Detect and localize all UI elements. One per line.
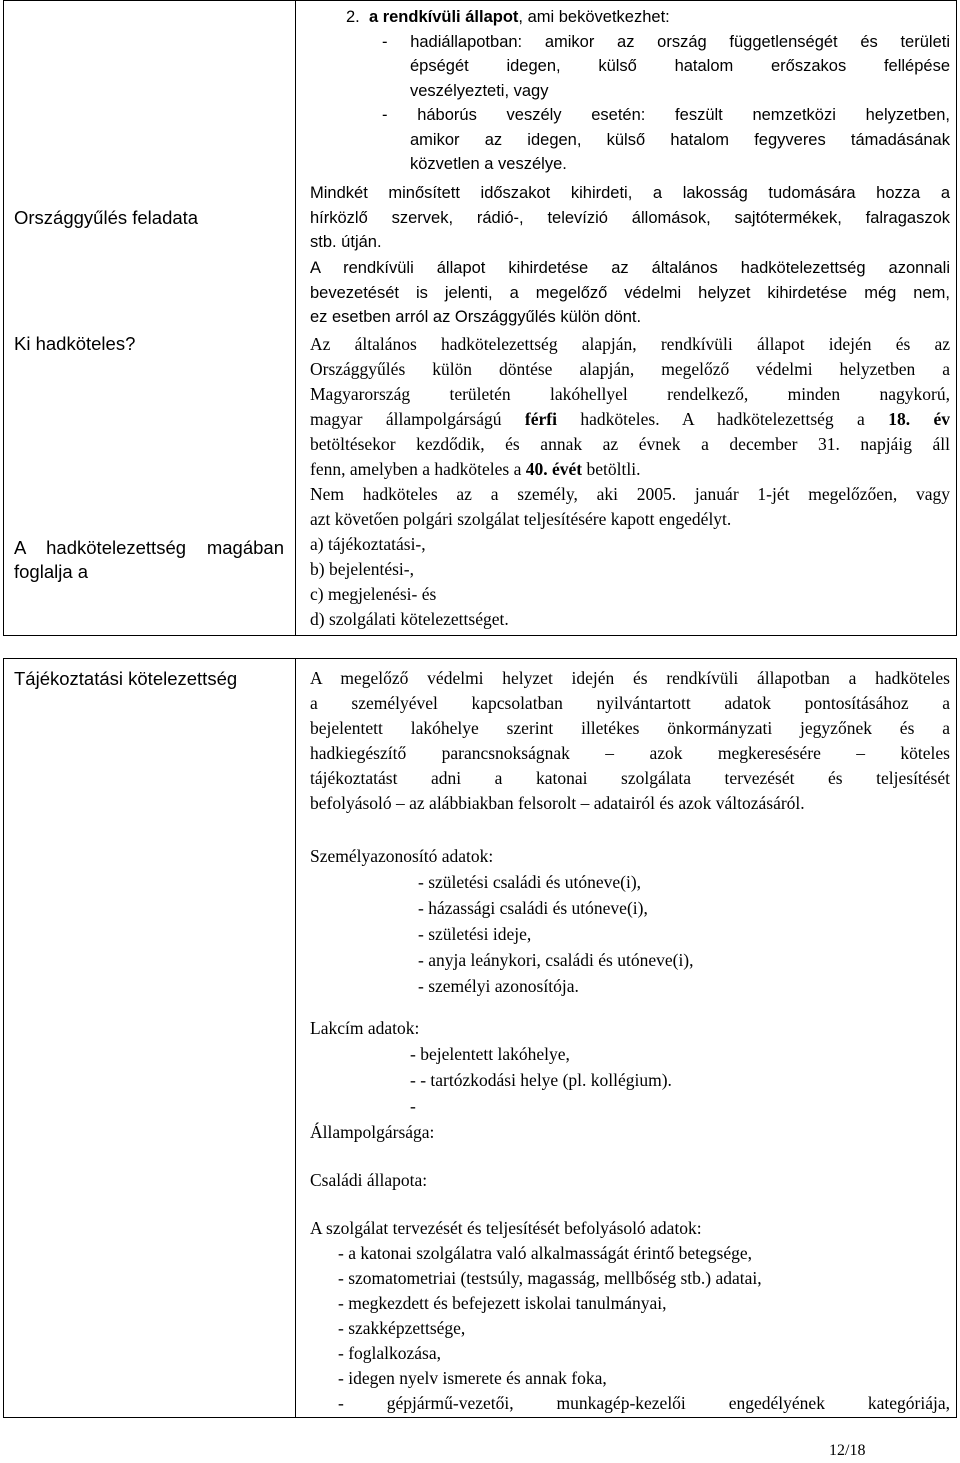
text-line: Országgyűlés külön döntése alapján, megelőző védelmi helyzetben a bbox=[310, 359, 950, 379]
text-line: bevezetését is jelenti, a megelőző védelmi helyzet kihirdetése még nem, bbox=[310, 283, 950, 302]
page-number: 12/18 bbox=[829, 1442, 866, 1459]
personal-id-section bbox=[310, 843, 950, 999]
table-obligations bbox=[3, 0, 957, 636]
list-item: c) megjelenési- és bbox=[310, 584, 437, 604]
column-divider bbox=[295, 1, 296, 635]
list-item: - bbox=[410, 1096, 416, 1116]
section-heading: A szolgálat tervezését és teljesítését befolyásoló adatok: bbox=[310, 1218, 702, 1238]
label-information-duty: Tájékoztatási kötelezettség bbox=[14, 668, 238, 689]
table-information-duty bbox=[3, 658, 957, 1418]
text-line: a személyével kapcsolatban nyilvántartott adatok pontosításához a bbox=[310, 693, 950, 713]
text-line: befolyásoló – az alábbiakban felsorolt – adatairól és azok változásáról. bbox=[310, 793, 805, 813]
list-item: - idegen nyelv ismerete és annak foka, bbox=[338, 1368, 607, 1388]
emergency-line: közvetlen a veszélye. bbox=[410, 155, 567, 173]
section-heading: Lakcím adatok: bbox=[310, 1018, 420, 1038]
emergency-state-block bbox=[310, 5, 950, 177]
label-parliament-task: Országgyűlés feladata bbox=[14, 207, 199, 228]
service-data-section bbox=[310, 1216, 950, 1416]
service-data-list bbox=[310, 1241, 950, 1391]
list-item: - szakképzettsége, bbox=[338, 1318, 466, 1338]
emergency-line: veszélyezteti, vagy bbox=[410, 81, 549, 100]
label-includes bbox=[14, 536, 284, 584]
list-item: - születési ideje, bbox=[418, 924, 532, 944]
list-item: - megkezdett és befejezett iskolai tanulmányai, bbox=[338, 1293, 667, 1313]
text-line: Mindkét minősített időszakot kihirdeti, a lakosság tudomására hozza a bbox=[310, 184, 950, 202]
emergency-line: - hadiállapotban: amikor az ország függetlenségét és területi bbox=[382, 32, 950, 51]
text-line: magyar állampolgárságú férfi hadköteles. A hadkötelezettség a 18. év bbox=[310, 409, 950, 429]
emergency-line: épségét idegen, külső hatalom erőszakos fellépése bbox=[410, 57, 950, 75]
text-line: hírközlő szervek, rádió-, televízió állomások, sajtótermékek, falragaszok bbox=[310, 208, 950, 227]
text-line: bejelentett lakóhelye szerint illetékes önkormányzati jegyzőnek és a bbox=[310, 718, 950, 738]
list-item: - gépjármű-vezetői, munkagép-kezelői engedélyének kategóriája, bbox=[338, 1393, 950, 1413]
list-item: - születési családi és utóneve(i), bbox=[418, 872, 642, 892]
emergency-line: - háborús veszély esetén: feszült nemzetközi helyzetben, bbox=[382, 106, 950, 124]
text-line: Nem hadköteles az a személy, aki 2005. január 1-jét megelőzően, vagy bbox=[310, 484, 950, 504]
list-item: - szomatometriai (testsúly, magasság, mellbőség stb.) adatai, bbox=[338, 1268, 762, 1288]
section-heading: Állampolgársága: bbox=[310, 1122, 435, 1142]
list-item: - a katonai szolgálatra való alkalmasságát érintő betegsége, bbox=[338, 1243, 752, 1263]
emergency-state-heading: 2. a rendkívüli állapot, ami bekövetkezhet: bbox=[346, 8, 670, 26]
list-item: a) tájékoztatási-, bbox=[310, 534, 426, 554]
announcement-paragraph bbox=[310, 181, 950, 255]
list-item: - anyja leánykori, családi és utóneve(i), bbox=[418, 950, 694, 970]
list-item: - - tartózkodási helye (pl. kollégium). bbox=[410, 1070, 672, 1090]
marital-status-heading bbox=[310, 1167, 950, 1193]
text-line: tájékoztatást adni a katonai szolgálata tervezését és teljesítését bbox=[310, 768, 950, 788]
text-line: azt követően polgári szolgálat teljesítésére kapott engedélyt. bbox=[310, 509, 732, 529]
text-line: fenn, amelyben a hadköteles a 40. évét betöltli. bbox=[310, 459, 641, 479]
text-line: A rendkívüli állapot kihirdetése az általános hadkötelezettség azonnali bbox=[310, 259, 950, 277]
conscription-paragraph bbox=[310, 256, 950, 330]
section-heading: Családi állapota: bbox=[310, 1170, 428, 1190]
section-heading: Személyazonosító adatok: bbox=[310, 846, 494, 866]
list-item: b) bejelentési-, bbox=[310, 559, 414, 579]
text-line: A megelőző védelmi helyzet idején és rendkívüli állapotban a hadköteles bbox=[310, 668, 950, 688]
text-line: Magyarország területén lakóhellyel rendelkező, minden nagykorú, bbox=[310, 384, 950, 404]
list-item: - bejelentett lakóhelye, bbox=[410, 1044, 570, 1064]
emergency-line: amikor az idegen, külső hatalom fegyveres támadásának bbox=[410, 130, 950, 149]
address-list bbox=[310, 1041, 950, 1119]
information-paragraph bbox=[310, 666, 950, 816]
text-line: stb. útján. bbox=[310, 233, 382, 251]
list-item: - személyi azonosítója. bbox=[418, 976, 579, 996]
text-line: Az általános hadkötelezettség alapján, rendkívüli állapot idején és az bbox=[310, 334, 950, 354]
list-item: d) szolgálati kötelezettséget. bbox=[310, 609, 509, 629]
label-includes-line1: A hadkötelezettség magában bbox=[14, 537, 284, 558]
text-line: ez esetben arról az Országgyűlés külön dönt. bbox=[310, 308, 642, 326]
label-who-liable: Ki hadköteles? bbox=[14, 333, 136, 354]
column-divider bbox=[295, 659, 296, 1417]
personal-id-list bbox=[310, 869, 950, 999]
label-includes-line2: foglalja a bbox=[14, 561, 89, 582]
list-item: - foglalkozása, bbox=[338, 1343, 442, 1363]
liability-paragraph bbox=[310, 332, 950, 632]
list-item: - házassági családi és utóneve(i), bbox=[418, 898, 648, 918]
text-line: hadkiegészítő parancsnokságnak – azok megkeresésére – köteles bbox=[310, 743, 950, 763]
text-line: betöltésekor kezdődik, és annak az évnek a december 31. napjáig áll bbox=[310, 434, 950, 454]
address-section bbox=[310, 1015, 950, 1145]
